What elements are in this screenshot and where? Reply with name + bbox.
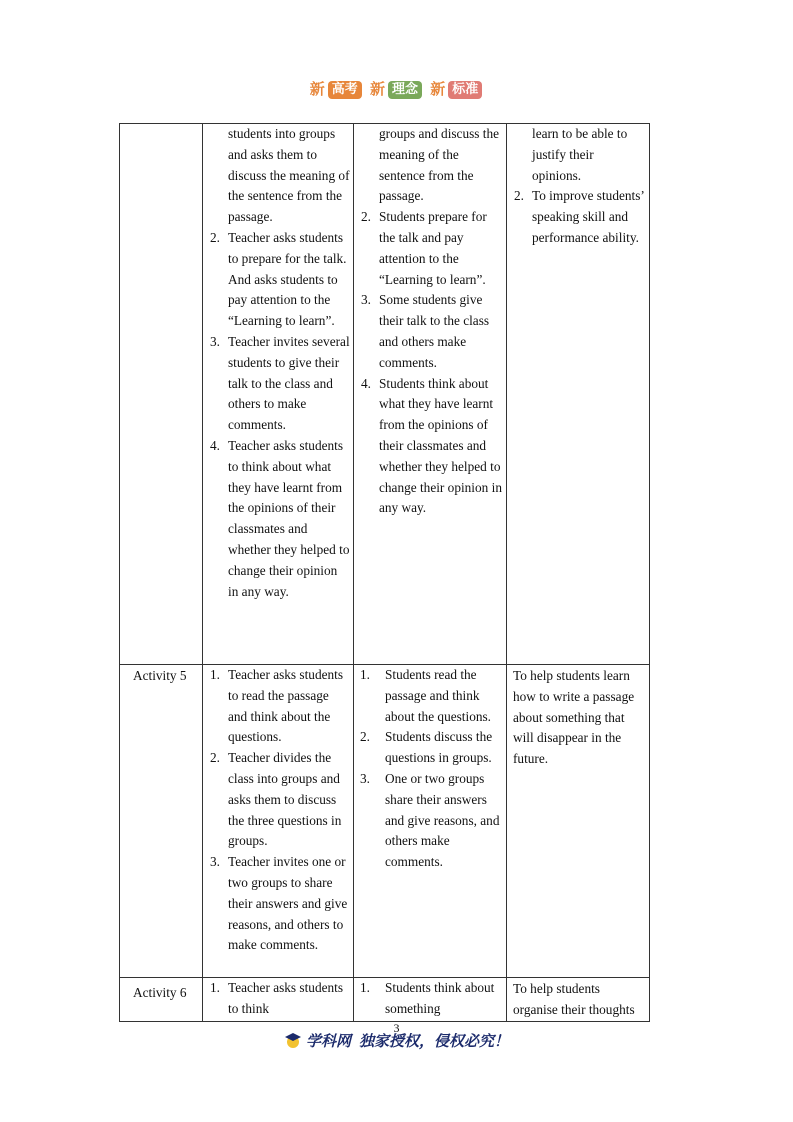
list-item-text: groups and discuss the meaning of the sentence from the passage. — [379, 126, 500, 204]
list-item-number: 3. — [210, 333, 220, 349]
list-item — [354, 290, 506, 373]
list-item-number: 1. — [360, 980, 370, 995]
list-item-text: students into groups and asks them to discuss the meaning of the sentence from the passage. — [228, 126, 350, 225]
student-activity-cell — [354, 978, 507, 1022]
activity-label-cell: Activity 6 — [120, 978, 203, 1022]
list-item — [203, 124, 353, 228]
header-char-2: 新 — [369, 80, 385, 98]
footer-brand: 学科网 — [305, 1032, 351, 1050]
list-item-number: 1. — [210, 980, 220, 995]
list-item — [507, 186, 649, 248]
list-item-number: 1. — [210, 667, 220, 682]
student-activity-cell — [354, 665, 507, 978]
header-badge-3: 标准 — [448, 81, 482, 99]
list-item-number: 2. — [210, 229, 220, 245]
header-badge-1: 高考 — [328, 81, 362, 99]
list-item-number: 3. — [360, 770, 370, 786]
list-item — [354, 769, 506, 873]
list-item-number: 2. — [210, 750, 220, 766]
table-row — [120, 978, 650, 1022]
list-item-text: Teacher invites one or two groups to share their answers and give reasons, and others to make comments. — [228, 854, 348, 953]
list-item-number: 3. — [361, 292, 371, 308]
list-item-text: To improve students’ speaking skill and performance ability. — [532, 188, 644, 245]
list-item-text: Students think about what they have learnt from the opinions of their classmates and whether they helped to change their opinion in any way. — [379, 375, 502, 516]
header-char-3: 新 — [430, 80, 446, 98]
list-item-number: 2. — [361, 209, 371, 225]
list-item-number: 1. — [360, 667, 370, 682]
list-item — [203, 978, 353, 1020]
page-header — [0, 78, 793, 99]
list-item-text: Teacher asks students to think about what they have learnt from the opinions of their classmates and whether they helped to change their opinion in any way. — [228, 437, 350, 599]
list-item-text: Some students give their talk to the class and others make comments. — [379, 292, 490, 370]
list-item-number: 2. — [360, 729, 370, 745]
teacher-activity-cell — [203, 124, 354, 665]
lesson-plan-table — [119, 123, 650, 1022]
header-badge-2: 理念 — [388, 81, 422, 99]
list-item — [203, 852, 353, 956]
list-item-text: Teacher invites several students to give their talk to the class and others to make comments. — [228, 333, 350, 433]
purpose-cell: To help students organise their thoughts — [507, 978, 650, 1022]
list-item — [354, 978, 506, 1020]
list-item — [354, 665, 506, 727]
list-item-number: 3. — [210, 854, 220, 870]
teacher-activity-cell — [203, 978, 354, 1022]
list-item — [354, 374, 506, 520]
list-item — [203, 748, 353, 852]
purpose-cell — [507, 124, 650, 665]
list-item-text: One or two groups share their answers and give reasons, and others make comments. — [385, 770, 500, 870]
list-item-text: Students read the passage and think about the questions. — [385, 667, 491, 724]
table-row — [120, 665, 650, 978]
list-item — [354, 207, 506, 290]
list-item-text: Students prepare for the talk and pay attention to the “Learning to learn”. — [379, 209, 487, 287]
table-row — [120, 124, 650, 665]
footer-slogan: 独家授权，侵权必究！ — [359, 1032, 510, 1050]
list-item-text: learn to be able to justify their opinions. — [532, 126, 628, 183]
list-item-text: Students discuss the questions in groups. — [385, 729, 493, 766]
list-item-number: 2. — [514, 188, 524, 204]
list-item-text: Teacher divides the class into groups and asks them to discuss the three questions in groups. — [228, 750, 342, 849]
list-item — [354, 727, 506, 769]
page-number: 3 — [393, 1021, 400, 1035]
list-item-text: Students think about something — [385, 980, 495, 1016]
list-item — [203, 228, 353, 332]
list-item — [203, 665, 353, 748]
list-item — [203, 332, 353, 436]
page-footer — [0, 1030, 793, 1053]
list-item — [203, 436, 353, 602]
list-item-number: 4. — [210, 437, 220, 453]
purpose-cell: To help students learn how to write a passage about something that will disappear in the future. — [507, 665, 650, 978]
list-item — [354, 124, 506, 207]
list-item — [507, 124, 649, 186]
list-item-text: Teacher asks students to think — [228, 980, 344, 1016]
activity-label-cell: Activity 5 — [120, 665, 203, 978]
list-item-text: Teacher asks students to prepare for the talk. And asks students to pay attention to the “Learning to learn”. — [228, 229, 347, 329]
header-char-1: 新 — [309, 80, 325, 98]
activity-label-cell — [120, 124, 203, 665]
teacher-activity-cell — [203, 665, 354, 978]
list-item-text: Teacher asks students to read the passage and think about the questions. — [228, 667, 344, 745]
list-item-number: 4. — [361, 375, 371, 391]
student-activity-cell — [354, 124, 507, 665]
mortarboard-logo-icon — [284, 1031, 302, 1053]
